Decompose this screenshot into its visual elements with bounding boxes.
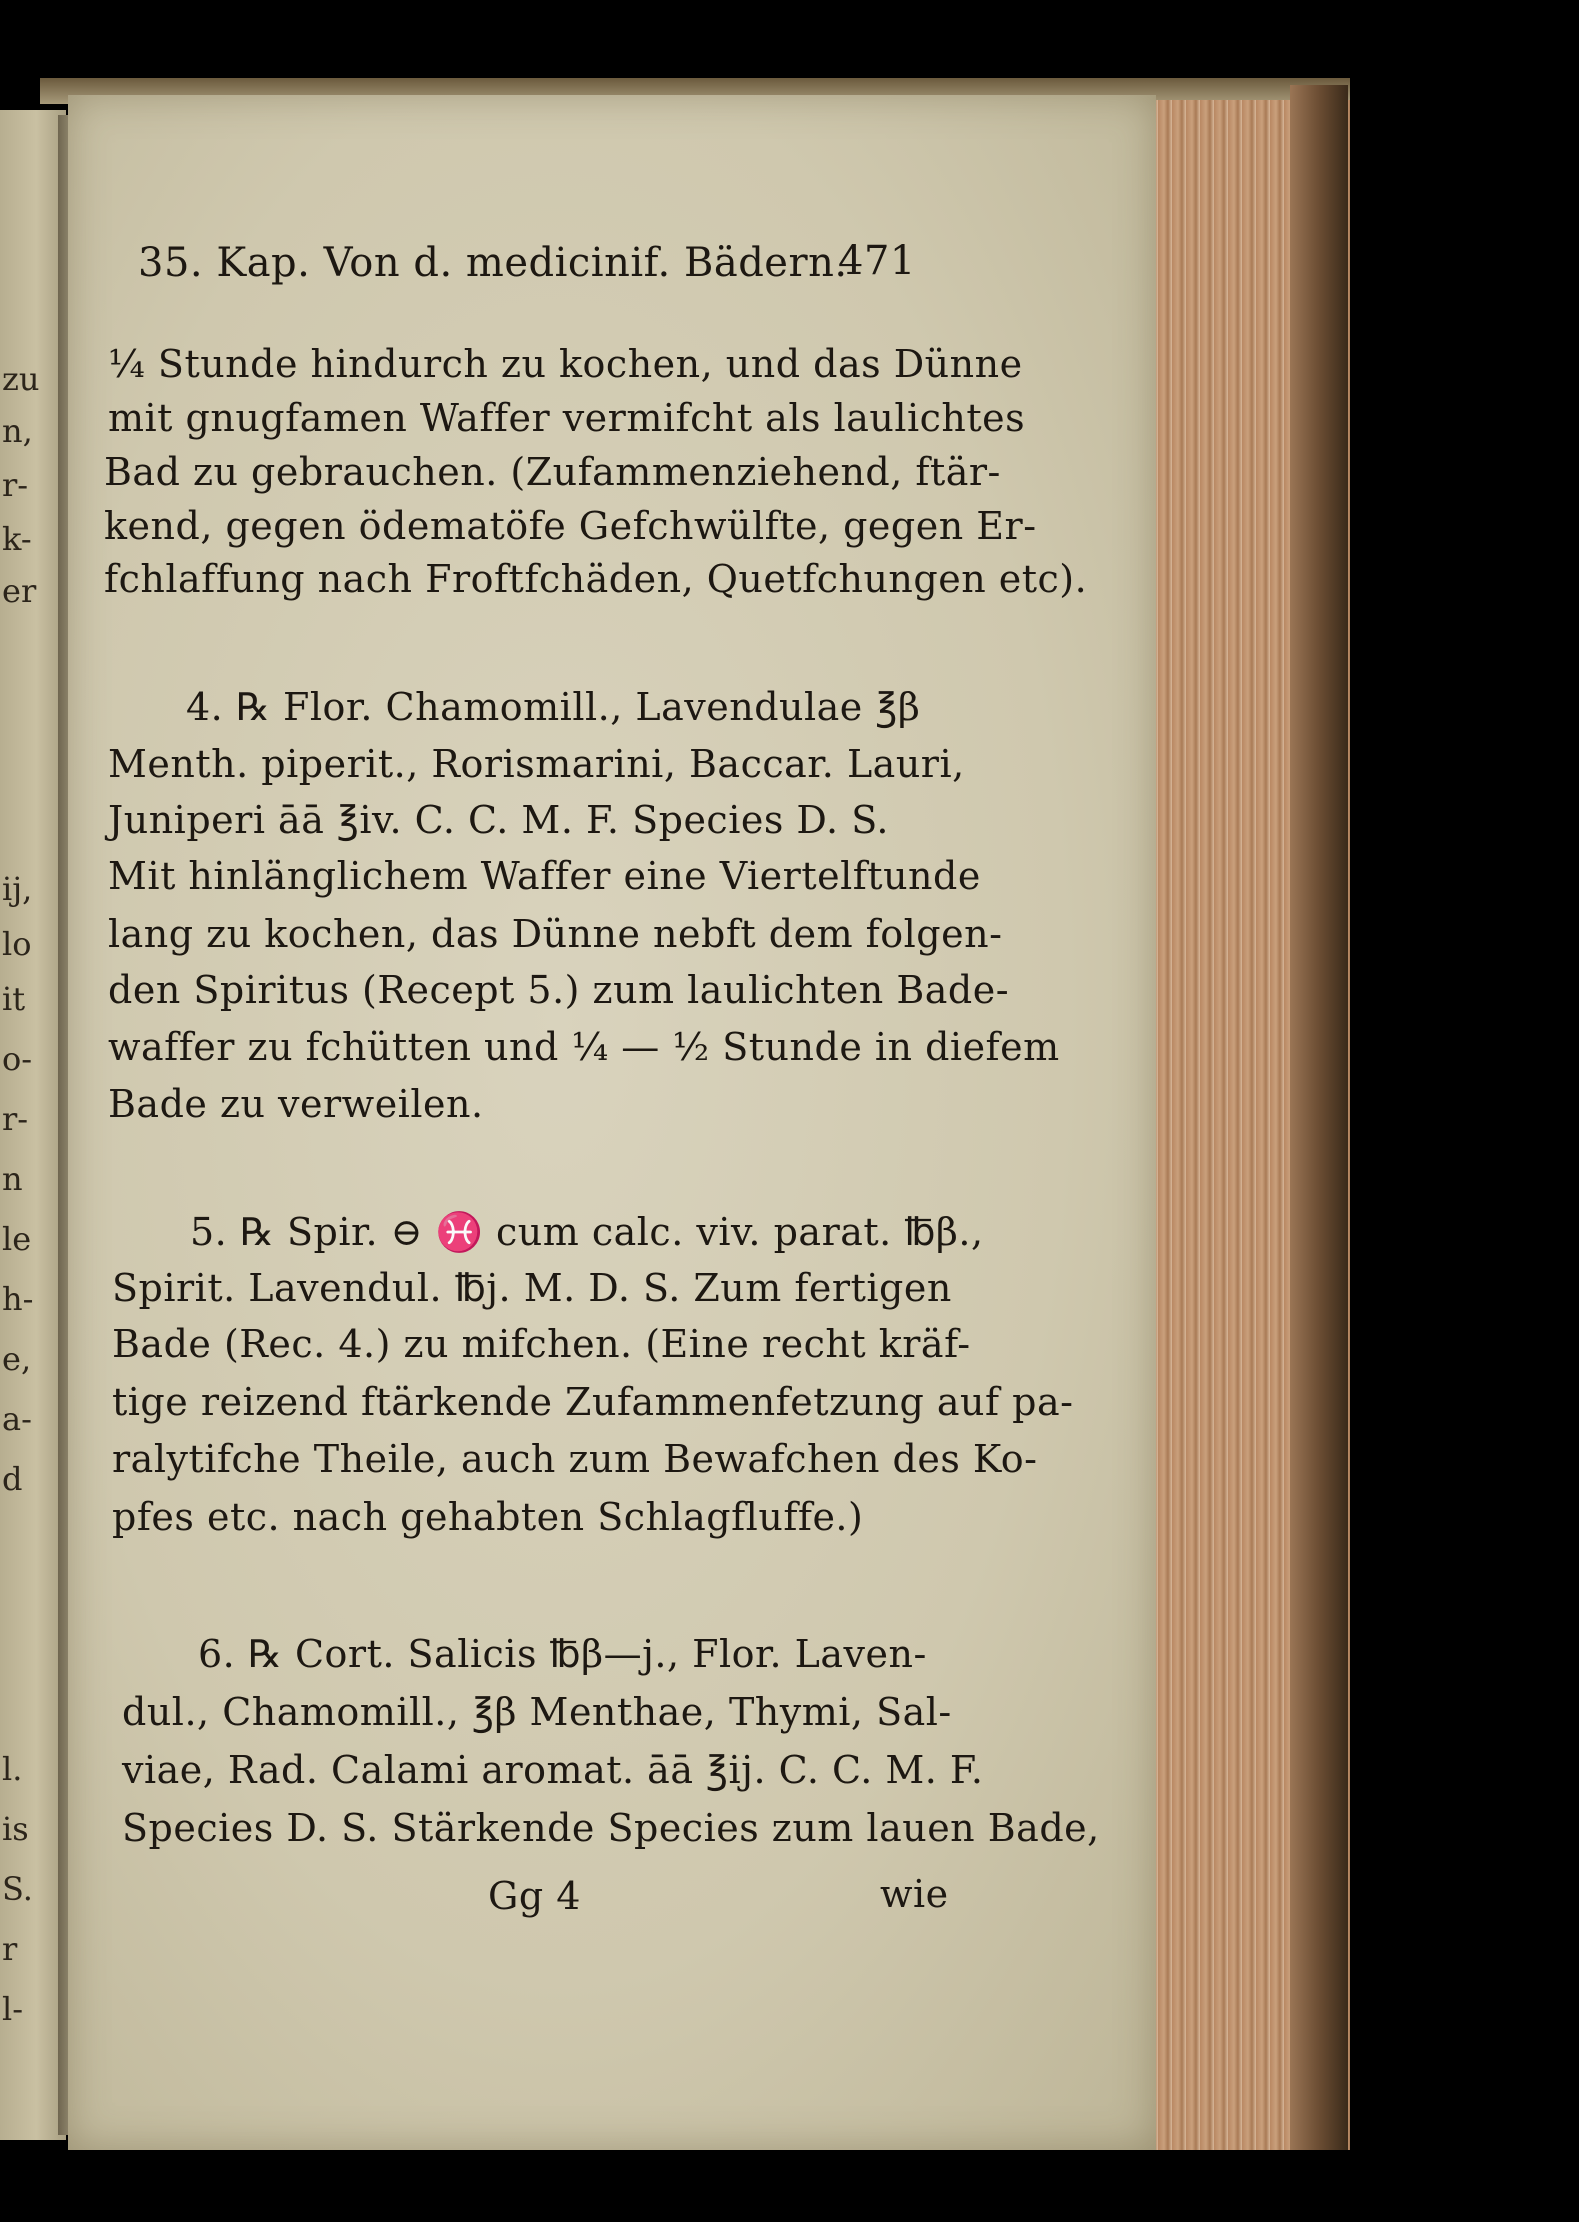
text-line: kend, gegen ödematöfe Gefchwülfte, gegen Er- [104,504,1037,548]
text-line: dul., Chamomill., ℥β Menthae, Thymi, Sal- [122,1690,952,1734]
prev-page-fragment: le [2,1220,32,1258]
text-line: ¼ Stunde hindurch zu kochen, und das Dünne [108,342,1023,386]
prev-page-fragment: ij, [2,870,33,908]
text-line: Bade (Rec. 4.) zu mifchen. (Eine recht kräf- [112,1322,971,1366]
prev-page-fragment: l- [2,1990,24,2028]
text-line: Species D. S. Stärkende Species zum lauen Bade, [122,1806,1100,1850]
text-line: pfes etc. nach gehabten Schlagfluffe.) [112,1495,864,1539]
prev-page-fragment: it [2,980,26,1018]
book-cover-edge [1290,85,1348,2150]
text-line: Mit hinlänglichem Waffer eine Viertelftunde [108,854,981,898]
prev-page-fragment: n, [2,412,33,450]
text-line: Bade zu verweilen. [108,1082,484,1126]
prev-page-fragment: l. [2,1750,23,1788]
prev-page-fragment: r [2,1930,18,1968]
text-line: viae, Rad. Calami aromat. āā ℥ij. C. C. M. F. [122,1748,984,1792]
text-line: tige reizend ftärkende Zufammenfetzung auf pa- [112,1380,1074,1424]
previous-page-edge [0,110,66,2140]
text-line: 5. ℞ Spir. ⊖ ♓ cum calc. viv. parat. ℔β., [190,1210,984,1254]
text-line: mit gnugfamen Waffer vermifcht als laulichtes [108,396,1026,440]
text-line: ralytifche Theile, auch zum Bewafchen des Ko- [112,1437,1038,1481]
prev-page-fragment: r- [2,1100,29,1138]
text-line: 4. ℞ Flor. Chamomill., Lavendulae ℥β [186,685,921,729]
prev-page-fragment: k- [2,520,32,558]
prev-page-fragment: lo [2,925,32,963]
text-line: fchlaffung nach Froftfchäden, Quetfchungen etc). [104,557,1088,601]
prev-page-fragment: er [2,572,37,610]
prev-page-fragment: r- [2,466,29,504]
prev-page-fragment: S. [2,1870,33,1908]
page-text [68,95,1156,2150]
signature-mark: Gg 4 [488,1874,581,1918]
prev-page-fragment: zu [2,360,40,398]
prev-page-fragment: o- [2,1040,33,1078]
prev-page-fragment: is [2,1810,29,1848]
prev-page-fragment: e, [2,1340,32,1378]
prev-page-fragment: d [2,1460,23,1498]
text-line: waffer zu fchütten und ¼ — ½ Stunde in diefem [108,1025,1060,1069]
text-line: Spirit. Lavendul. ℔j. M. D. S. Zum fertigen [112,1266,952,1310]
book-page [68,95,1156,2150]
page-number: 471 [838,238,916,284]
catchword: wie [880,1872,949,1916]
prev-page-fragment: h- [2,1280,34,1318]
prev-page-fragment: a- [2,1400,32,1438]
text-line: 6. ℞ Cort. Salicis ℔β—j., Flor. Laven- [198,1632,927,1676]
text-line: Bad zu gebrauchen. (Zufammenziehend, ftär- [104,450,1001,494]
text-line: Menth. piperit., Rorismarini, Baccar. Lauri, [108,742,965,786]
text-line: Juniperi āā ℥iv. C. C. M. F. Species D. S. [108,798,889,842]
text-line: den Spiritus (Recept 5.) zum laulichten Bade- [108,968,1010,1012]
running-head: 35. Kap. Von d. medicinif. Bädern. [138,240,848,286]
text-line: lang zu kochen, das Dünne nebft dem folgen- [108,912,1003,956]
prev-page-fragment: n [2,1160,23,1198]
